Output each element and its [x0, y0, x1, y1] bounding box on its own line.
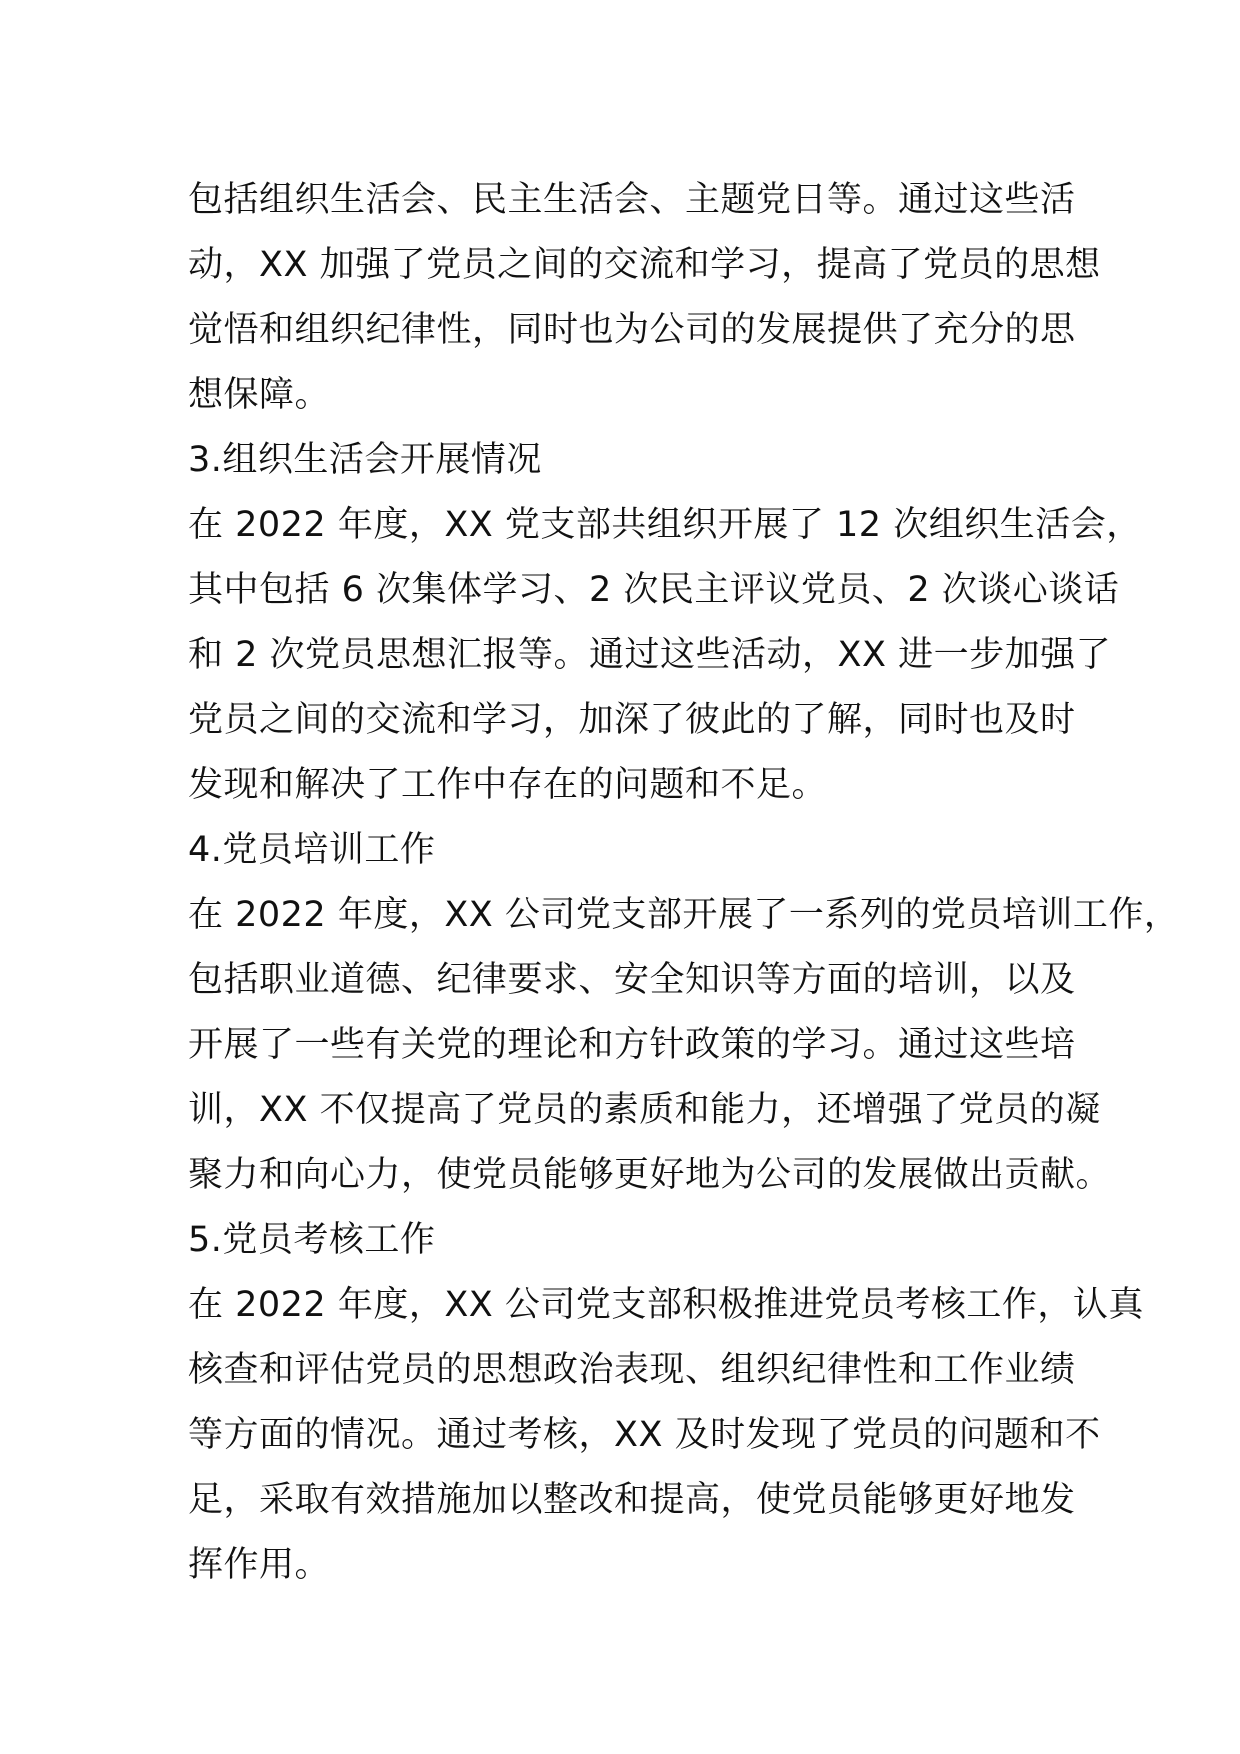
paragraph-line: 开展了一些有关党的理论和方针政策的学习。通过这些培	[188, 1025, 1076, 1065]
paragraph-line: 训，XX 不仅提高了党员的素质和能力，还增强了党员的凝	[188, 1090, 1101, 1130]
paragraph-line: 发现和解决了工作中存在的问题和不足。	[188, 765, 828, 805]
paragraph-line: 挥作用。	[188, 1545, 331, 1585]
paragraph-line: 在 2022 年度，XX 党支部共组织开展了 12 次组织生活会，	[188, 505, 1142, 545]
paragraph-line: 核查和评估党员的思想政治表现、组织纪律性和工作业绩	[188, 1350, 1076, 1390]
paragraph-line: 动，XX 加强了党员之间的交流和学习，提高了党员的思想	[188, 245, 1101, 285]
paragraph-line: 党员之间的交流和学习，加深了彼此的了解，同时也及时	[188, 700, 1076, 740]
paragraph-line: 觉悟和组织纪律性，同时也为公司的发展提供了充分的思	[188, 310, 1076, 350]
paragraph-line: 在 2022 年度，XX 公司党支部开展了一系列的党员培训工作，	[188, 895, 1180, 935]
paragraph-line: 包括组织生活会、民主生活会、主题党日等。通过这些活	[188, 180, 1076, 220]
paragraph-line: 其中包括 6 次集体学习、2 次民主评议党员、2 次谈心谈话	[188, 570, 1120, 610]
section-heading: 5.党员考核工作	[188, 1220, 436, 1260]
document-body	[188, 168, 1180, 1598]
paragraph-line: 足，采取有效措施加以整改和提高，使党员能够更好地发	[188, 1480, 1076, 1520]
paragraph-line: 等方面的情况。通过考核，XX 及时发现了党员的问题和不	[188, 1415, 1101, 1455]
section-heading: 4.党员培训工作	[188, 830, 436, 870]
section-heading: 3.组织生活会开展情况	[188, 440, 542, 480]
paragraph-line: 在 2022 年度，XX 公司党支部积极推进党员考核工作，认真	[188, 1285, 1144, 1325]
paragraph-line: 和 2 次党员思想汇报等。通过这些活动，XX 进一步加强了	[188, 635, 1112, 675]
paragraph-line: 想保障。	[188, 375, 331, 415]
paragraph-line: 包括职业道德、纪律要求、安全知识等方面的培训，以及	[188, 960, 1076, 1000]
paragraph-line: 聚力和向心力，使党员能够更好地为公司的发展做出贡献。	[188, 1155, 1112, 1195]
